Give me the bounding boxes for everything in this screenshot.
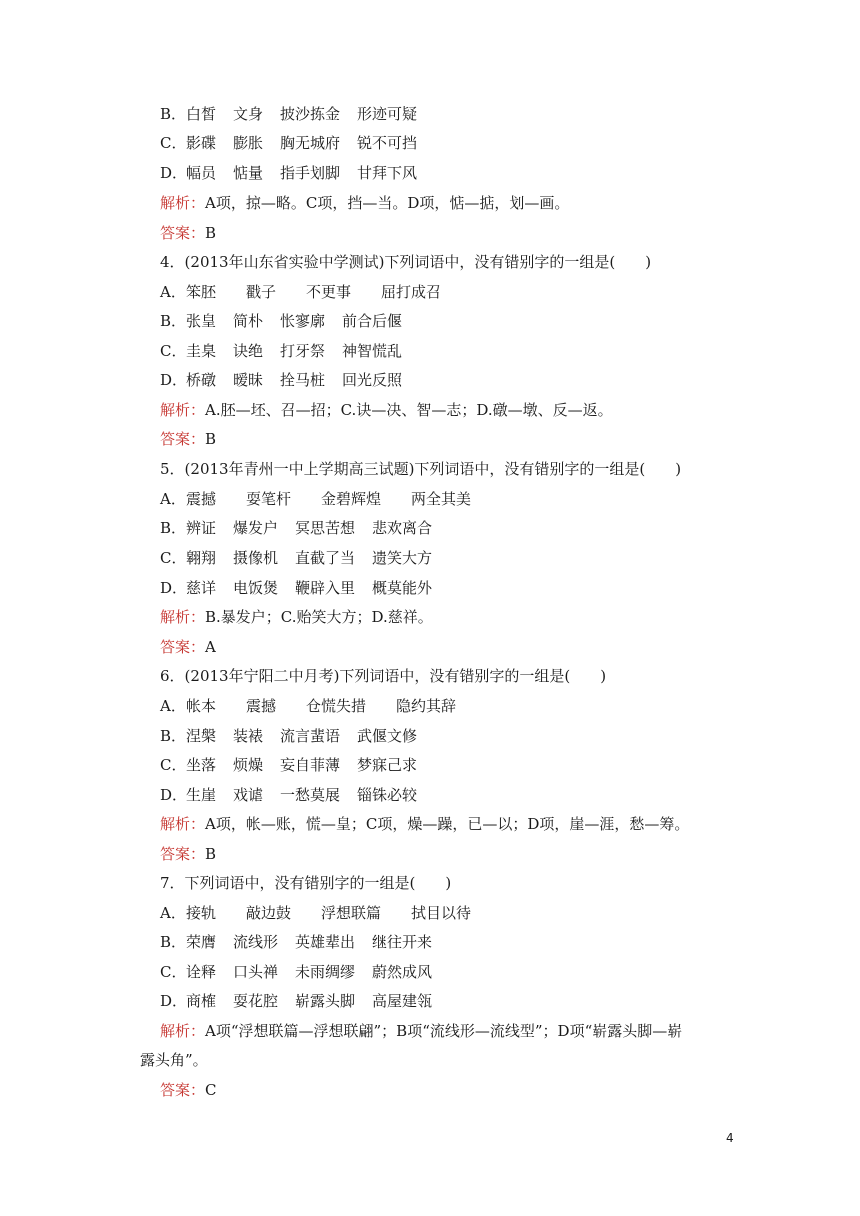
q5-option-a: [160, 489, 740, 509]
answer-value: B: [205, 224, 217, 242]
q4-stem: 4．(2013年山东省实验中学测试)下列词语中，没有错别字的一组是( ): [160, 253, 652, 271]
q4-analysis: [160, 400, 740, 420]
word: 概莫能外: [372, 579, 433, 597]
word: 惦量: [233, 164, 264, 182]
option-letter: D．: [160, 579, 188, 597]
word: 诀绝: [233, 342, 264, 360]
word: 爆发户: [233, 519, 279, 537]
word: 翱翔: [186, 549, 217, 567]
analysis-text: A项，帐—账，慌—皇；C项，燥—躁，已—以；D项，崖—涯，愁—筹。: [205, 815, 690, 833]
word: 戏谑: [233, 786, 264, 804]
word: 膨胀: [233, 134, 264, 152]
word: 前合后偃: [342, 312, 403, 330]
answer-label: 答案：: [160, 1081, 206, 1099]
q7-answer: [160, 1080, 740, 1100]
q4-answer: [160, 429, 740, 449]
analysis-label: 解析：: [160, 401, 206, 419]
option-letter: C．: [160, 342, 187, 360]
analysis-text: A.胚—坯、召—招；C.诀—决、智—志；D.礅—墩、反—返。: [205, 401, 613, 419]
word: 简朴: [233, 312, 264, 330]
word: 诠释: [186, 963, 217, 981]
q4-option-a: [160, 282, 740, 302]
word: 未雨绸缪: [295, 963, 356, 981]
word: 指手划脚: [280, 164, 341, 182]
word: 笨胚: [186, 283, 217, 301]
q6-option-a: [160, 696, 740, 716]
q3-option-c: [160, 133, 740, 153]
word: 影碟: [186, 134, 217, 152]
word: 武偃文修: [357, 727, 418, 745]
q6-analysis: [160, 814, 740, 834]
word: 蔚然成风: [372, 963, 433, 981]
option-letter: D．: [160, 371, 188, 389]
answer-label: 答案：: [160, 638, 206, 656]
q7-stem: 7．下列词语中，没有错别字的一组是( ): [160, 874, 452, 892]
word: 文身: [233, 105, 264, 123]
word: 震撼: [246, 697, 277, 715]
q3-analysis: [160, 193, 740, 213]
option-letter: B．: [160, 519, 187, 537]
word: 直截了当: [295, 549, 356, 567]
option-letter: C．: [160, 756, 187, 774]
option-letter: A．: [160, 490, 186, 508]
word: 涅槃: [186, 727, 217, 745]
word: 妄自菲薄: [280, 756, 341, 774]
q5-analysis: [160, 607, 740, 627]
answer-value: A: [205, 638, 216, 656]
q6-option-d: [160, 785, 740, 805]
q7-option-d: [160, 991, 740, 1011]
q6-stem: 6．(2013年宁阳二中月考)下列词语中，没有错别字的一组是( ): [160, 667, 607, 685]
word: 隐约其辞: [396, 697, 457, 715]
word: 拴马桩: [280, 371, 326, 389]
word: 锱铢必较: [357, 786, 418, 804]
word: 锐不可挡: [357, 134, 418, 152]
answer-label: 答案：: [160, 430, 206, 448]
word: 装裱: [233, 727, 264, 745]
option-letter: C．: [160, 134, 187, 152]
option-letter: B．: [160, 105, 187, 123]
answer-value: B: [205, 430, 217, 448]
word: 电饭煲: [233, 579, 279, 597]
option-letter: C．: [160, 963, 187, 981]
word: 继往开来: [372, 933, 433, 951]
word: 拭目以待: [411, 904, 472, 922]
answer-label: 答案：: [160, 845, 206, 863]
word: 敲边鼓: [246, 904, 292, 922]
word: 胸无城府: [280, 134, 341, 152]
word: 一愁莫展: [280, 786, 341, 804]
word: 浮想联篇: [321, 904, 382, 922]
word: 白皙: [186, 105, 217, 123]
analysis-label: 解析：: [160, 608, 206, 626]
option-letter: A．: [160, 904, 186, 922]
page-number: 4: [726, 1131, 734, 1145]
option-letter: D．: [160, 992, 188, 1010]
q3-option-d: [160, 163, 740, 183]
word: 震撼: [186, 490, 217, 508]
q5-option-c: [160, 548, 740, 568]
option-letter: B．: [160, 933, 187, 951]
word: 圭臬: [186, 342, 217, 360]
analysis-text: A项，掠—略。C项，挡—当。D项，惦—掂，划—画。: [205, 194, 570, 212]
word: 回光反照: [342, 371, 403, 389]
word: 悲欢离合: [372, 519, 433, 537]
q7-option-c: [160, 962, 740, 982]
analysis-text: A项“浮想联篇—浮想联翩”；B项“流线形—流线型”；D项“崭露头脚—崭: [205, 1022, 683, 1040]
word: 摄像机: [233, 549, 279, 567]
word: 神智慌乱: [342, 342, 403, 360]
word: 口头禅: [233, 963, 279, 981]
q4-option-b: [160, 311, 740, 331]
word: 不更事: [306, 283, 352, 301]
word: 张皇: [186, 312, 217, 330]
q3-answer: [160, 223, 740, 243]
analysis-label: 解析：: [160, 1022, 206, 1040]
answer-value: C: [205, 1081, 217, 1099]
word: 商榷: [186, 992, 217, 1010]
word: 鞭辟入里: [295, 579, 356, 597]
q7-option-b: [160, 932, 740, 952]
word: 冥思苦想: [295, 519, 356, 537]
word: 荣膺: [186, 933, 217, 951]
word: 英雄辈出: [295, 933, 356, 951]
q5-option-d: [160, 578, 740, 598]
word: 形迹可疑: [357, 105, 418, 123]
q6-option-b: [160, 726, 740, 746]
q5-option-b: [160, 518, 740, 538]
option-letter: A．: [160, 283, 186, 301]
q3-option-b: [160, 104, 740, 124]
answer-value: B: [205, 845, 217, 863]
q5-stem: 5．(2013年青州一中上学期高三试题)下列词语中，没有错别字的一组是( ): [160, 460, 682, 478]
word: 屈打成召: [381, 283, 442, 301]
word: 桥礅: [186, 371, 217, 389]
analysis-label: 解析：: [160, 194, 206, 212]
word: 暧昧: [233, 371, 264, 389]
word: 接轨: [186, 904, 217, 922]
word: 两全其美: [411, 490, 472, 508]
option-letter: D．: [160, 786, 188, 804]
word: 坐落: [186, 756, 217, 774]
word: 仓慌失措: [306, 697, 367, 715]
q7-analysis-line1: [160, 1021, 740, 1041]
word: 烦燥: [233, 756, 264, 774]
q7-analysis-line2: 露头角”。: [140, 1051, 208, 1069]
q5-answer: [160, 637, 740, 657]
word: 打牙祭: [280, 342, 326, 360]
word: 戳子: [246, 283, 277, 301]
analysis-text: B.暴发户；C.贻笑大方；D.慈祥。: [205, 608, 433, 626]
word: 幅员: [186, 164, 217, 182]
word: 耍花腔: [233, 992, 279, 1010]
q7-option-a: [160, 903, 740, 923]
word: 披沙拣金: [280, 105, 341, 123]
q4-option-c: [160, 341, 740, 361]
option-letter: D．: [160, 164, 188, 182]
word: 甘拜下风: [357, 164, 418, 182]
q4-option-d: [160, 370, 740, 390]
word: 帐本: [186, 697, 217, 715]
option-letter: B．: [160, 727, 187, 745]
word: 耍笔杆: [246, 490, 292, 508]
word: 梦寐己求: [357, 756, 418, 774]
word: 遗笑大方: [372, 549, 433, 567]
answer-label: 答案：: [160, 224, 206, 242]
word: 崭露头脚: [295, 992, 356, 1010]
word: 高屋建瓴: [372, 992, 433, 1010]
word: 生崖: [186, 786, 217, 804]
analysis-label: 解析：: [160, 815, 206, 833]
option-letter: C．: [160, 549, 187, 567]
q6-answer: [160, 844, 740, 864]
word: 金碧辉煌: [321, 490, 382, 508]
word: 流言蜚语: [280, 727, 341, 745]
word: 流线形: [233, 933, 279, 951]
word: 怅寥廓: [280, 312, 326, 330]
option-letter: A．: [160, 697, 186, 715]
q6-option-c: [160, 755, 740, 775]
word: 慈详: [186, 579, 217, 597]
word: 辨证: [186, 519, 217, 537]
option-letter: B．: [160, 312, 187, 330]
